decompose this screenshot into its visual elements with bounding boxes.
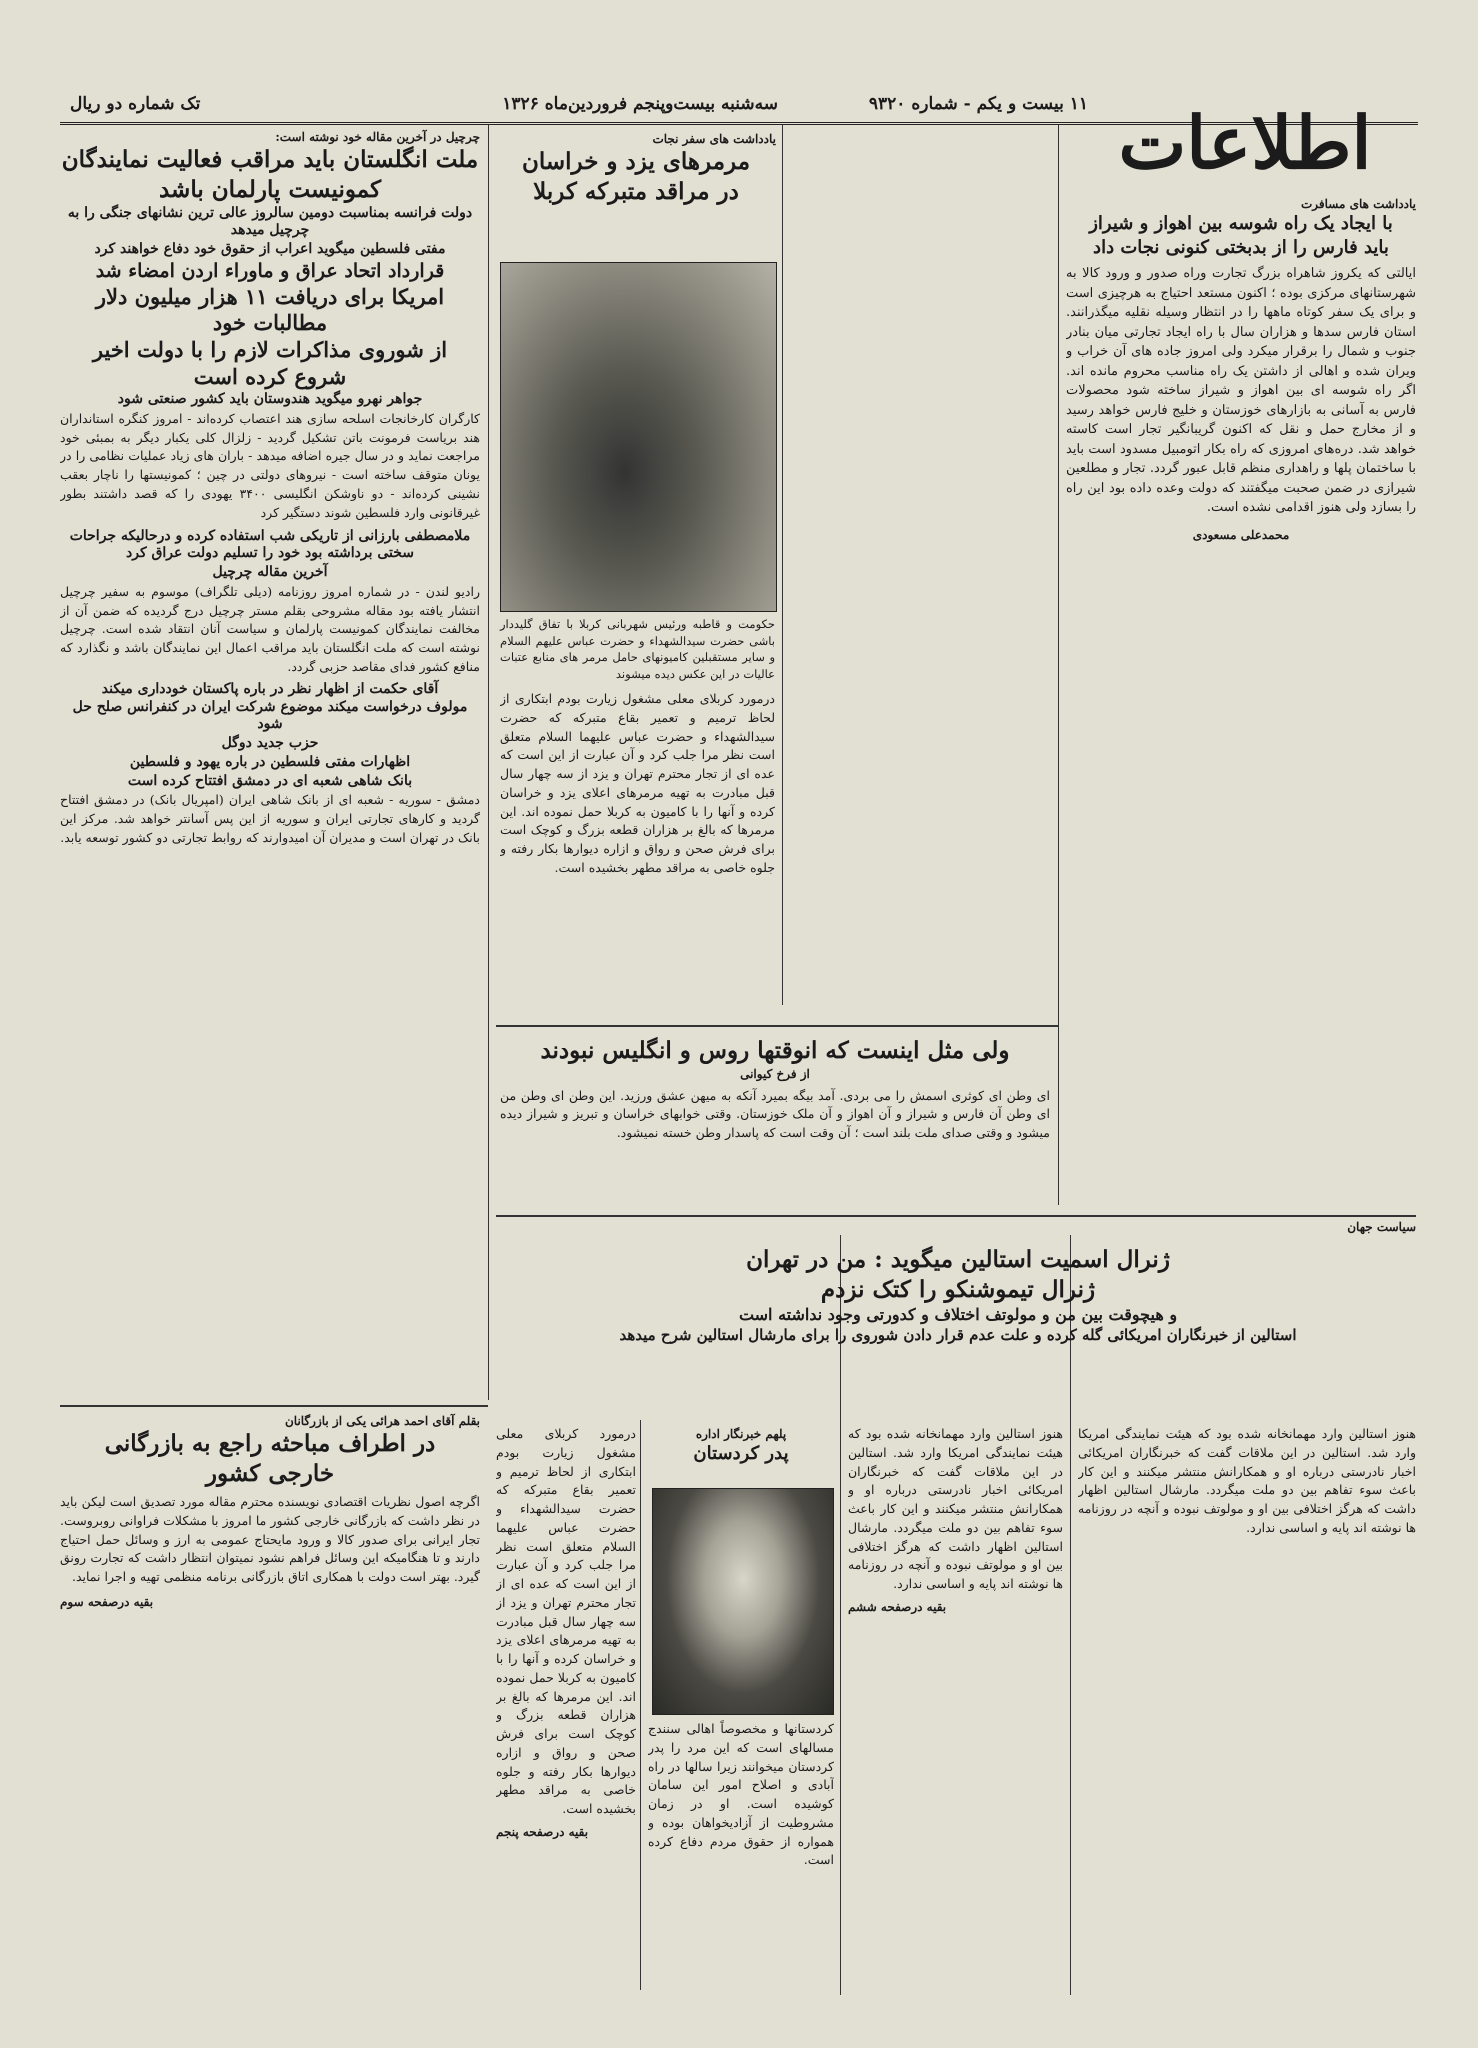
left-nehru: جواهر نهرو میگوید هندوستان باید کشور صنعتی شود: [117, 391, 423, 408]
left-column: [60, 128, 480, 1398]
karbala-photo: [500, 262, 777, 612]
left-kicker: چرچیل در آخرین مقاله خود نوشته است:: [275, 130, 480, 144]
mid-headline-1: مرمرهای یزد و خراسان: [521, 148, 751, 175]
masthead-title: اطلاعات: [1118, 100, 1372, 185]
left-sub-6: اظهارات مفتی فلسطین در باره یهود و فلسطین: [129, 753, 411, 770]
left-line-1: دولت فرانسه بمناسبت دومین سالروز عالی ترین نشانهای جنگی را به چرچیل میدهد: [67, 205, 473, 238]
world-kicker-box: [900, 1218, 1416, 1242]
left-body-b: رادیو لندن - در شماره امروز روزنامه (دیلی تلگراف) موسوم به سفیر چرچیل انتشار یافته بود مقاله مشروحی بقلم مستر چرچیل درج گردیده که ضمن آن از مخالفت نمایندگان کمونیست پارلمان و سیاست آنان انتقاد شده است. چرچیل نوشته است که ملت انگلستان باید مراقب اعمال این نمایندگان باشد و نگذارد که منافع کشور فدای مقاصد حزبی گردد.: [60, 583, 480, 674]
left-headline-4: از شوروی مذاکرات لازم را با دولت اخیر: [92, 336, 448, 362]
world-body: هنوز استالین وارد مهمانخانه شده بود که هیئت نمایندگی امریکا وارد شد. استالین در این ملاقات گفت که خبرنگاران امریکائی اخبار نادرستی درباره او و همکارانش منتشر میکنند و این کار باعث سوء تفاهم بین دو ملت میگردد. مارشال استالین اظهار داشت که هرگز اختلافی بین او و مولوتف نبوده و آنچه در روزنامه ها نوشته اند پایه و اساسی ندارد.: [1078, 1426, 1416, 1535]
right-body: ایالتی که یکروز شاهراه بزرگ تجارت وراه صدور و ورود کالا به شهرستانهای مرکزی بوده ؛ اکنون مستعد احتیاج به هرچیزی است و برای یک سفر کوتاه ماهها را در انتظار وسیله نقلیه میگذرانند. استان فارس سدها و هزاران سال با راه ایجاد تجارتی میان بنادر جنوب و شمال را برقرار میکرد ولی امروز جاده های آن خراب و ویران شده و اهالی از داشتن یک راه مناسب محروم مانده اند. اگر راه شوسه ای بین اهواز و شیراز ساخته شود محصولات فارس به آسانی به بازارهای خوزستان و خلیج فارس خواهد رسید و از مخارج حمل و نقل که اکنون گریبانگیر تجار است کاسته خواهد شد. دره‌های امروزی که راه بکار اتومبیل مسدود است باید با ساختمان پلها و راهداری منظم قابل عبور گردد. تجار و مطلعین شیرازی در ضمن صحبت میگفتند که دولت وعده داده بود این راه را بسازد ولی هنوز اقدامی نشده است.: [1066, 266, 1416, 516]
portrait-body: کردستانها و مخصوصاً اهالی سنندج مسالهای است که این مرد را پدر کردستان میخوانند زیرا سالها در راه آبادی و اصلاح امور این سامان کوشیده است. او در زمان مشروطیت از آزادیخواهان بوده و همواره از حقوق مردم دفاع کرده است.: [648, 1721, 834, 1868]
right-headline-1: با ایجاد یک راه شوسه بین اهواز و شیراز: [1089, 213, 1393, 234]
left-sub-7: بانک شاهی شعبه ای در دمشق افتتاح کرده است: [127, 772, 413, 789]
left-headline-1: ملت انگلستان باید مراقب فعالیت نمایندگان: [61, 146, 479, 173]
left-sub-3: آقای حکمت از اظهار نظر در باره پاکستان خودداری میکند: [101, 680, 439, 697]
issue-price: تک شماره دو ریال: [70, 94, 201, 114]
right-kicker: یادداشت های مسافرت: [1300, 197, 1416, 211]
bottom-left-headline-2: خارجی کشور: [205, 1459, 335, 1487]
poem-author: از فرخ کیوانی: [740, 1066, 810, 1081]
mid-lower-footer: بقیه درصفحه پنجم: [496, 1824, 589, 1839]
portrait-photo: [652, 1488, 834, 1715]
world-headline-1: ژنرال اسمیت استالین میگوید : من در تهران: [746, 1246, 1170, 1273]
left-headline-2: کمونیست پارلمان باشد: [158, 175, 382, 203]
bottom-left-article: [60, 1412, 480, 1992]
mid-lower-col: [496, 1425, 636, 1990]
right-column: [1066, 195, 1416, 1205]
poem-section: [500, 1035, 1050, 1210]
world-headlines: [500, 1244, 1416, 1419]
section-rule: [496, 1215, 1416, 1217]
mid-body: [500, 690, 775, 1020]
left-sub-5: حزب جدید دوگل: [221, 734, 319, 751]
world-body-2: هنوز استالین وارد مهمانخانه شده بود که هیئت نمایندگی امریکا وارد شد. استالین در این ملاقات گفت که خبرنگاران امریکائی اخبار نادرستی درباره او و همکارانش منتشر میکنند و این کار باعث سوء تفاهم بین دو ملت میگردد. مارشال استالین اظهار داشت که هرگز اختلافی بین او و مولوتف نبوده و آنچه در روزنامه ها نوشته اند پایه و اساسی ندارد.: [848, 1426, 1063, 1591]
bottom-left-body: اگرچه اصول نظریات اقتصادی نویسنده محترم مقاله مورد تصدیق است لیکن باید در نظر داشت که بازرگانی خارجی کشور ما امروز با مشکلات فراوانی روبروست. تجار ایرانی برای صدور کالا و ورود مایحتاج عمومی به ارز و وسائل حمل احتیاج دارند و تا هنگامیکه این وسائل فراهم نشود نمیتوان انتظار داشت که تجارت رونق گیرد. بهتر است دولت با همکاری اتاق بازرگانی برنامه منظمی تهیه و اجرا نماید.: [60, 1494, 480, 1585]
mid-headline-2: در مراقد متبرکه کربلا: [533, 177, 739, 205]
left-body-a: کارگران کارخانجات اسلحه سازی هند اعتصاب کرده‌اند - امروز کنگره استانداران هند بریاست فرمونت باتن تشکیل گردید - زلزال کلی یکبار دیگر به بمبئی خود مراجعت نماید و در سال جیره اضافه میدهد - باران های زیاد عملیات نظامی را در یونان متوقف ساخته است - نیروهای دولتی در چین ؛ کمونیستها را ناچار بعقب نشینی کرده‌اند - دو ناوشکن انگلیسی ۳۴۰۰ یهودی را که قصد داشتند بطور غیرقانونی وارد فلسطین شوند دستگیر کرد: [60, 410, 480, 520]
world-headline-3: و هیچوقت بین من و مولوتف اختلاف و کدورتی وجود نداشته است: [738, 1305, 1178, 1325]
bottom-left-headline-1: در اطراف مباحثه راجع به بازرگانی: [104, 1430, 436, 1457]
world-body-col-2: [848, 1425, 1063, 1990]
mid-body-text: درمورد کربلای معلی مشغول زیارت بودم ابتکاری از لحاظ ترمیم و تعمیر بقاع متبرکه که حضرت سیدالشهداء و حضرت عباس علیهما السلام متعلق است نظر مرا جلب کرد و آن عبارت از این است که عده ای از تجار محترم تهران و یزد از سه چهار سال قبل مبادرت به تهیه مرمرهای اعلای یزد و خراسان کرده و آنها را با کامیون به کربلا حمل نموده اند. این مرمرها که بالغ بر هزاران قطعه بزرگ و کوچک است برای فرش صحن و رواق و ازاره دیوارها بکار رفته و جلوه خاصی به مراقد مطهر بخشیده است.: [500, 691, 775, 875]
left-headline-3: امریکا برای دریافت ۱۱ هزار میلیون دلار مطالبات خود: [95, 284, 445, 335]
right-author: محمدعلی مسعودی: [1192, 527, 1290, 542]
left-sub-4: مولوف درخواست میکند موضوع شرکت ایران در کنفرانس صلح حل شود: [72, 699, 468, 733]
bottom-left-footer: بقیه درصفحه سوم: [60, 1594, 154, 1609]
world-kicker: سیاست جهان: [1347, 1220, 1416, 1234]
poem-headline: ولی مثل اینست که انوقتها روس و انگلیس نبودند: [540, 1037, 1010, 1064]
issue-date: سه‌شنبه بیست‌وپنجم فروردین‌ماه ۱۳۲۶: [502, 94, 778, 114]
mid-kicker: یادداشت های سفر نجات: [652, 132, 776, 146]
mid-header: [496, 130, 776, 250]
column-rule: [488, 125, 489, 1400]
column-rule: [1058, 125, 1059, 1205]
poem-text: ای وطن ای کوثری اسمش را می بردی. آمد بیگه بمیرد آنکه به میهن عشق ورزید. این وطن ای وطن من ای وطن آن فارس و شیراز و آن اهواز و آن ملک خوزستان. وقتی خوابهای خراسان و تبریز و شیراز دیده میشود و وقتی صدای ملت بلند است ؛ آن وقت است که پاسدار وطن خسته نمیشود.: [500, 1087, 1050, 1141]
world-headline-4: استالین از خبرنگاران امریکائی گله کرده و علت عدم قرار دادن شوروی را برای مارشال استالین شرح میدهد: [619, 1326, 1297, 1345]
photo-caption: حکومت و قاطبه ورئیس شهربانی کربلا با تفاق گلیددار باشی حضرت سیدالشهداء و حضرت عباس علیهم السلام و سایر مستقبلین کامیونهای حامل مرمر های منابع عتبات عالیات در این عکس دیده میشوند: [500, 617, 775, 682]
portrait-title: پدر کردستان: [693, 1443, 789, 1464]
portrait-header: [648, 1425, 834, 1485]
section-rule: [496, 1025, 1058, 1027]
left-headline-5: شروع کرده است: [193, 363, 347, 389]
left-sub-1: ملامصطفی بارزانی از تاریکی شب استفاده کرده و درحالیکه جراحات سختی برداشته بود خود را تسلیم دولت عراق کرد: [69, 528, 471, 562]
section-rule: [60, 1405, 488, 1407]
world-footer: بقیه درصفحه ششم: [848, 1599, 947, 1614]
mid-lower-body: درمورد کربلای معلی مشغول زیارت بودم ابتکاری از لحاظ ترمیم و تعمیر بقاع متبرکه که حضرت سیدالشهداء و حضرت عباس علیهما السلام متعلق است نظر مرا جلب کرد و آن عبارت از این است که عده ای از تجار محترم تهران و یزد از سه چهار سال قبل مبادرت به تهیه مرمرهای اعلای یزد و خراسان کرده و آنها را با کامیون به کربلا حمل نموده اند. این مرمرها که بالغ بر هزاران قطعه بزرگ و کوچک است برای فرش صحن و رواق و ازاره دیوارها بکار رفته و جلوه خاصی به مراقد مطهر بخشیده است.: [496, 1426, 636, 1816]
left-line-3: قرارداد اتحاد عراق و ماوراء اردن امضاء شد: [95, 259, 445, 282]
world-headline-2: ژنرال تیموشنکو را کتک نزدم: [820, 1275, 1096, 1303]
column-rule: [640, 1420, 641, 1990]
right-headline-2: باید فارس را از بدبختی کنونی نجات داد: [1093, 236, 1389, 258]
portrait-body-col: [648, 1720, 834, 1990]
left-sub-2: آخرین مقاله چرچیل: [212, 564, 328, 581]
portrait-kicker: پلهم خبرنگار اداره: [695, 1427, 787, 1441]
column-rule: [782, 125, 783, 1005]
left-line-2: مفتی فلسطین میگوید اعراب از حقوق خود دفاع خواهند کرد: [94, 240, 446, 257]
world-body-col: [1078, 1425, 1416, 1990]
left-body-c: دمشق - سوریه - شعبه ای از بانک شاهی ایران (امپریال بانک) در دمشق افتتاح گردید و کارهای تجارتی ایران و سوریه از این پس آسانتر خواهد شد. مرکز این بانک در تهران است و مدیران آن امیدوارند که روابط تجارتی دو کشور توسعه یابد.: [60, 792, 480, 845]
bottom-left-kicker: بقلم آقای احمد هرائی یکی از بازرگانان: [284, 1414, 480, 1428]
issue-info: ۱۱ بیست و یکم - شماره ۹۳۲۰: [868, 94, 1088, 114]
